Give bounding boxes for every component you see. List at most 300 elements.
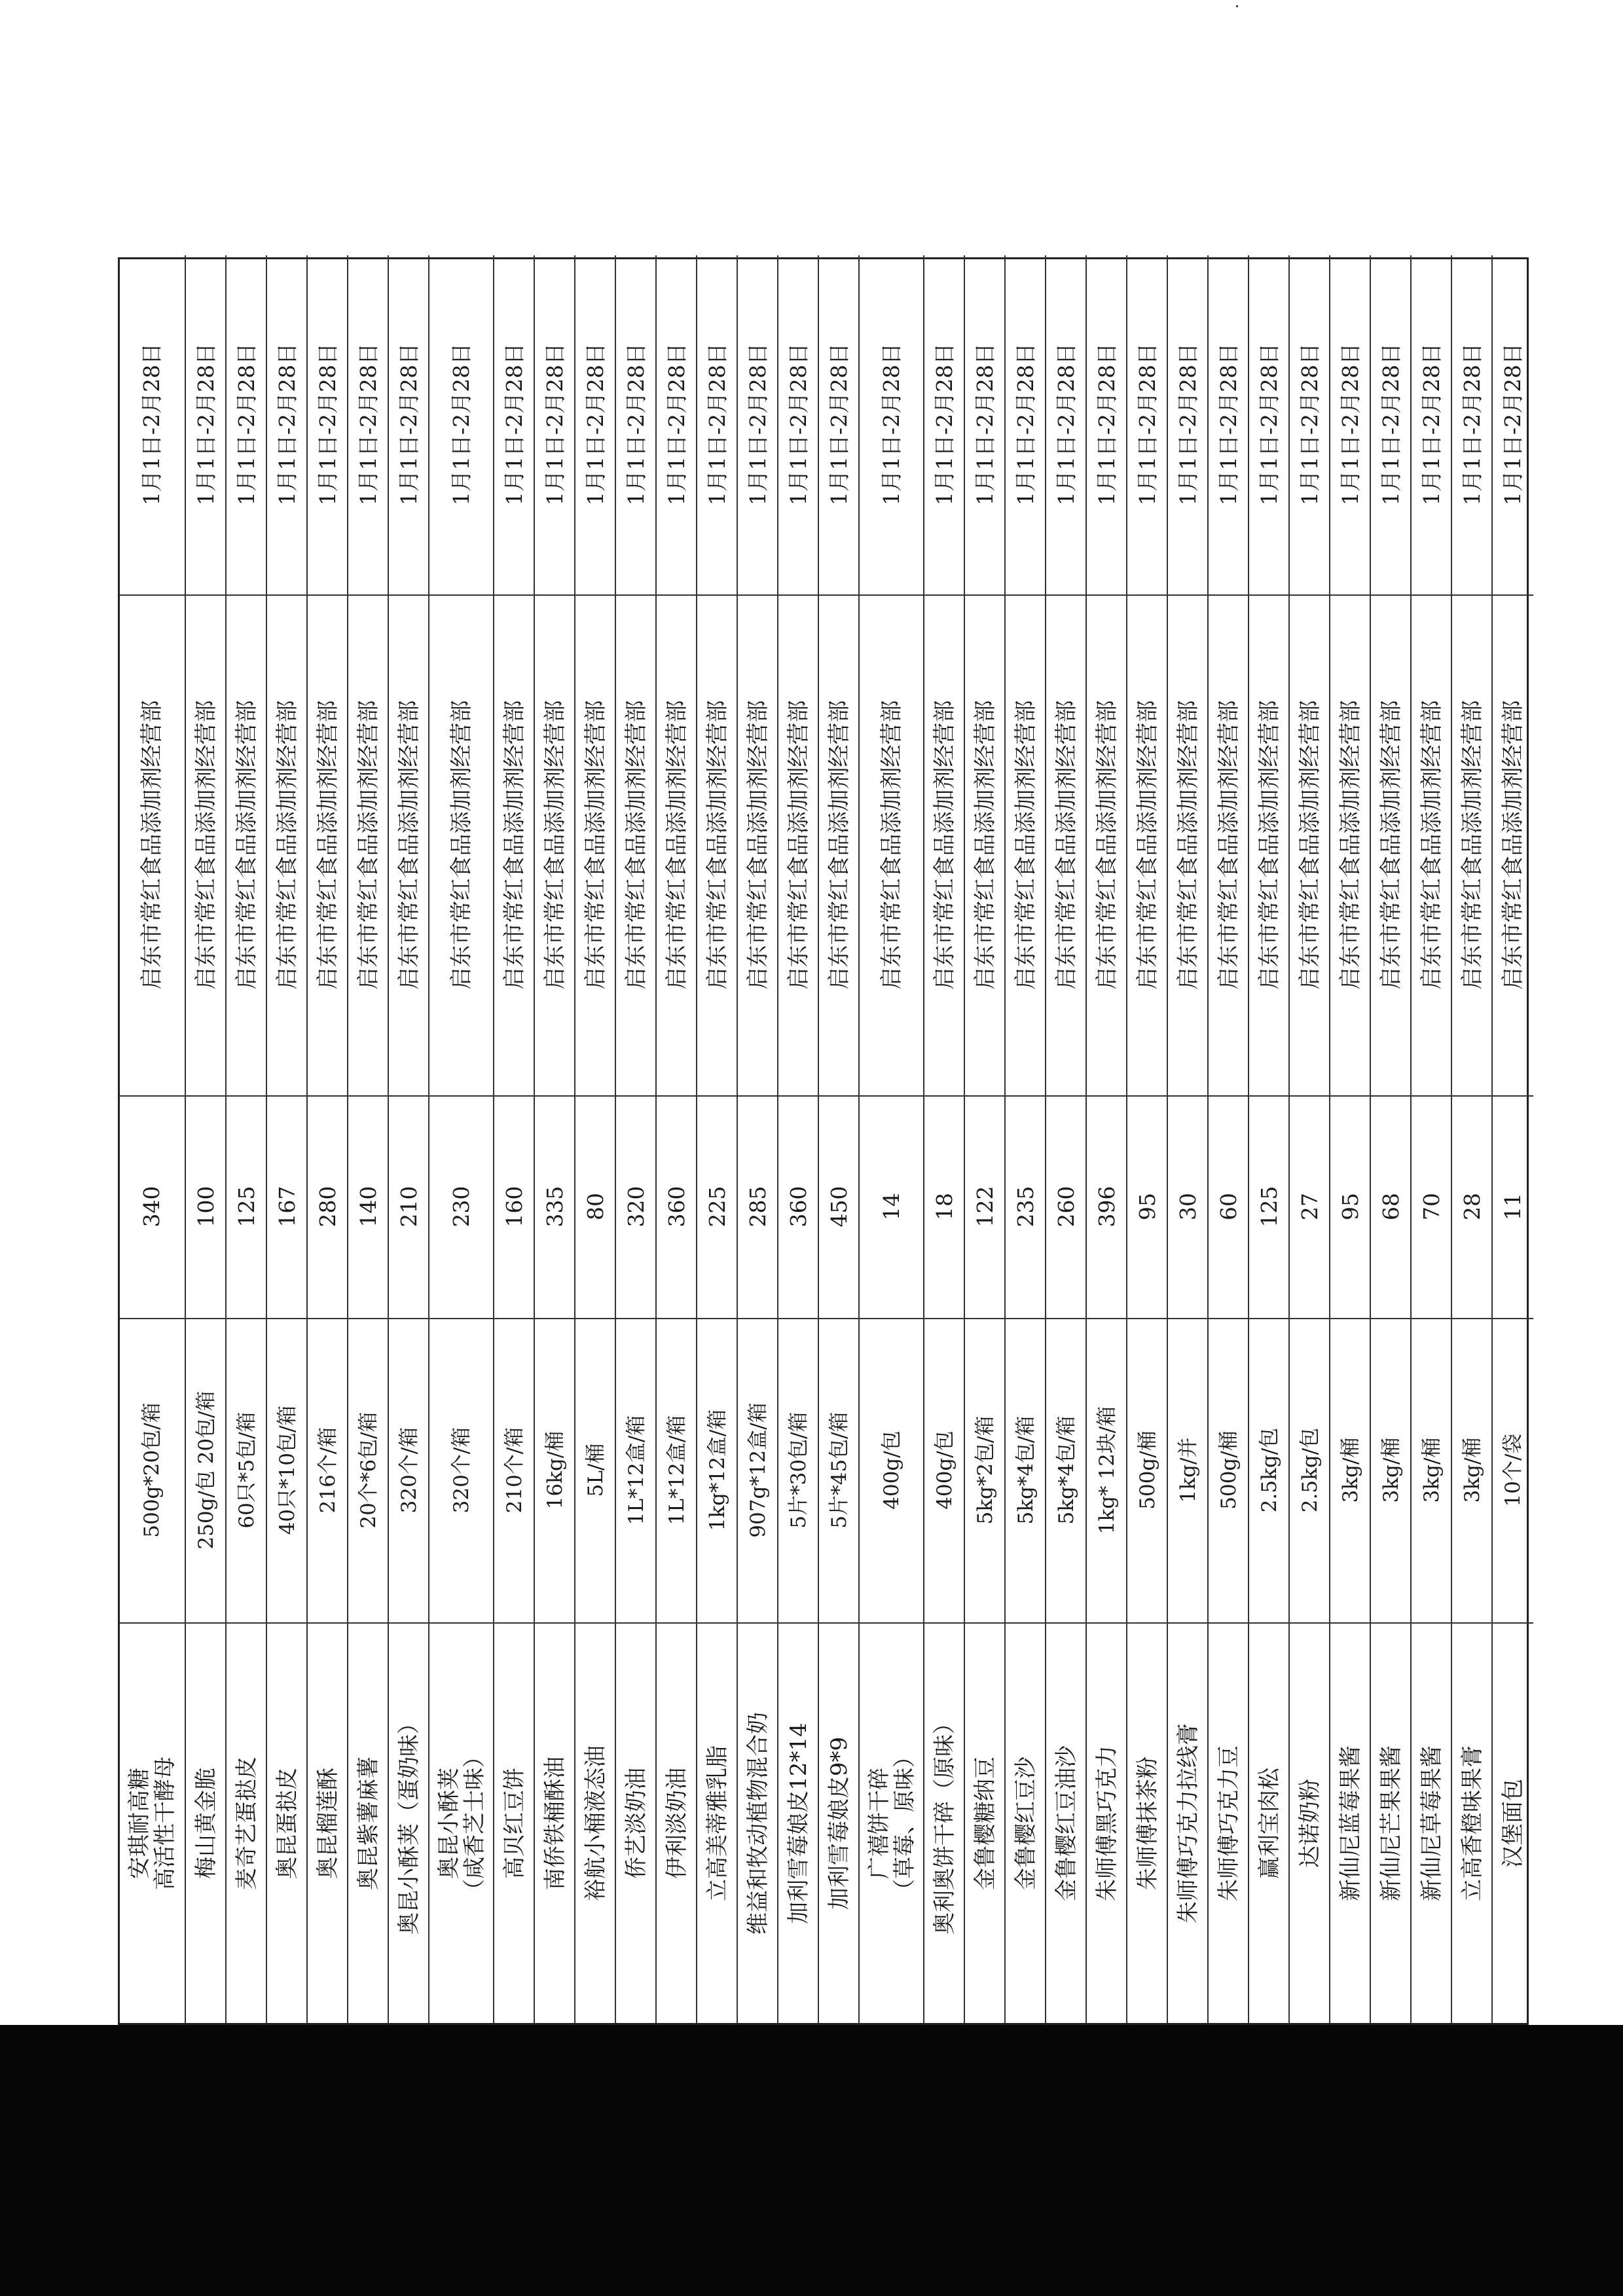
quantity: 230 <box>448 1186 475 1228</box>
quantity-cell <box>657 1095 697 1319</box>
supply-period-cell <box>267 254 308 596</box>
product-spec-cell <box>429 1318 494 1624</box>
product-name: 南侨铁桶酥油 <box>541 1757 568 1890</box>
product-name-cell <box>1412 1624 1452 2023</box>
table-row <box>225 255 267 2023</box>
supply-period-cell <box>494 254 535 596</box>
supplier-name-cell <box>1412 594 1452 1097</box>
table-row <box>1045 255 1087 2023</box>
quantity: 125 <box>1256 1186 1282 1228</box>
supply-period: 1月1日-2月28日 <box>1337 342 1363 506</box>
product-name-cell <box>1452 1624 1493 2023</box>
product-name: 广禧饼干碎 （草莓、原味） <box>866 1745 918 1901</box>
supply-period: 1月1日-2月28日 <box>879 342 905 506</box>
product-spec: 3kg/桶 <box>1379 1437 1403 1503</box>
supplier-name-cell <box>1209 594 1249 1097</box>
quantity-cell <box>494 1095 535 1319</box>
table-row <box>120 255 185 2023</box>
product-name: 侨艺淡奶油 <box>623 1768 649 1879</box>
quantity-cell <box>1087 1095 1127 1319</box>
table-row <box>737 255 778 2023</box>
scan-black-margin <box>0 2025 1623 2296</box>
product-name: 维益和牧动植物混合奶 <box>744 1712 771 1935</box>
supply-period-cell <box>1209 254 1249 596</box>
supplier-name: 启东市常红食品添加剂经营部 <box>744 700 771 990</box>
supplier-name-cell <box>1493 594 1533 1097</box>
product-spec: 1kg/并 <box>1176 1437 1200 1503</box>
supply-period-cell <box>535 254 575 596</box>
quantity-cell <box>1209 1095 1249 1319</box>
quantity-cell <box>1127 1095 1168 1319</box>
supplier-name-cell <box>1006 594 1046 1097</box>
supplier-name: 启东市常红食品添加剂经营部 <box>1175 700 1201 990</box>
supplier-name: 启东市常红食品添加剂经营部 <box>931 700 958 990</box>
product-spec: 20个*6包/箱 <box>356 1412 380 1529</box>
supply-period: 1月1日-2月28日 <box>314 342 340 506</box>
supply-period: 1月1日-2月28日 <box>192 342 219 506</box>
quantity-cell <box>1452 1095 1493 1319</box>
product-name: 新仙尼草莓果酱 <box>1418 1745 1445 1901</box>
product-spec-cell <box>348 1318 389 1624</box>
product-spec-cell <box>657 1318 697 1624</box>
supply-period: 1月1日-2月28日 <box>139 342 165 506</box>
product-spec-cell <box>819 1318 860 1624</box>
table-row <box>858 255 924 2023</box>
product-name-cell <box>348 1624 389 2023</box>
product-name: 安琪耐高糖 高活性干酵母 <box>126 1757 178 1890</box>
quantity: 280 <box>314 1186 340 1228</box>
procurement-table <box>118 257 1529 2025</box>
supplier-name: 启东市常红食品添加剂经营部 <box>1012 700 1039 990</box>
scan-speck <box>1236 5 1238 7</box>
supply-period-cell <box>1006 254 1046 596</box>
product-name: 朱师傅巧克力豆 <box>1215 1745 1242 1901</box>
supplier-name-cell <box>494 594 535 1097</box>
supply-period-cell <box>1127 254 1168 596</box>
product-name: 加利雪莓娘皮12*14 <box>785 1722 812 1924</box>
product-name-cell <box>616 1624 657 2023</box>
product-spec: 5片*30包/箱 <box>786 1412 811 1529</box>
product-spec: 400g/包 <box>932 1430 957 1510</box>
product-name: 金鲁樱糖纳豆 <box>972 1757 998 1890</box>
supply-period-cell <box>308 254 348 596</box>
product-name-cell <box>535 1624 575 2023</box>
supplier-name: 启东市常红食品添加剂经营部 <box>785 700 812 990</box>
supply-period-cell <box>860 254 924 596</box>
supply-period: 1月1日-2月28日 <box>1499 342 1525 506</box>
supply-period: 1月1日-2月28日 <box>1093 342 1120 506</box>
table-row <box>266 255 308 2023</box>
quantity-cell <box>1412 1095 1452 1319</box>
table-row <box>1491 255 1533 2023</box>
product-spec-cell <box>308 1318 348 1624</box>
product-spec-cell <box>494 1318 535 1624</box>
quantity: 18 <box>931 1193 957 1220</box>
rotated-table-wrapper <box>118 257 1529 2025</box>
table-row <box>306 255 348 2023</box>
supplier-name: 启东市常红食品添加剂经营部 <box>233 700 260 990</box>
supply-period: 1月1日-2月28日 <box>355 342 381 506</box>
supplier-name: 启东市常红食品添加剂经营部 <box>1377 700 1404 990</box>
product-name-cell <box>1006 1624 1046 2023</box>
table-row <box>1126 255 1168 2023</box>
product-name-cell <box>738 1624 778 2023</box>
quantity: 335 <box>541 1186 568 1228</box>
quantity: 260 <box>1053 1186 1079 1228</box>
supplier-name-cell <box>1046 594 1087 1097</box>
supplier-name-cell <box>819 594 860 1097</box>
quantity-cell <box>1006 1095 1046 1319</box>
supply-period-cell <box>1493 254 1533 596</box>
product-name: 加利雪莓娘皮9*9 <box>826 1736 852 1910</box>
supply-period-cell <box>657 254 697 596</box>
product-spec: 60只*5包/箱 <box>234 1412 259 1529</box>
product-name-cell <box>860 1624 924 2023</box>
table-row <box>777 255 819 2023</box>
supplier-name-cell <box>965 594 1006 1097</box>
table-row <box>185 255 227 2023</box>
supply-period-cell <box>1330 254 1371 596</box>
product-spec-cell <box>1452 1318 1493 1624</box>
table-row <box>1410 255 1452 2023</box>
supply-period: 1月1日-2月28日 <box>1377 342 1404 506</box>
quantity: 14 <box>879 1193 905 1220</box>
supplier-name: 启东市常红食品添加剂经营部 <box>541 700 568 990</box>
product-name: 奥昆蛋挞皮 <box>274 1768 301 1879</box>
product-name-cell <box>120 1624 185 2023</box>
supply-period-cell <box>616 254 657 596</box>
product-name-cell <box>1249 1624 1290 2023</box>
supplier-name-cell <box>860 594 924 1097</box>
table-row <box>1248 255 1290 2023</box>
product-name-cell <box>778 1624 819 2023</box>
product-spec-cell <box>697 1318 738 1624</box>
quantity: 360 <box>785 1186 811 1228</box>
product-spec: 1L*12盒/箱 <box>624 1415 648 1525</box>
product-name-cell <box>494 1624 535 2023</box>
supplier-name-cell <box>1249 594 1290 1097</box>
quantity: 235 <box>1012 1186 1038 1228</box>
supply-period-cell <box>1087 254 1127 596</box>
supply-period-cell <box>965 254 1006 596</box>
product-spec: 5L/桶 <box>583 1443 608 1497</box>
table-row <box>1451 255 1493 2023</box>
product-spec-cell <box>778 1318 819 1624</box>
product-name: 金鲁樱红豆油沙 <box>1053 1745 1080 1901</box>
product-spec: 1kg* 12块/箱 <box>1095 1406 1119 1535</box>
supply-period-cell <box>1046 254 1087 596</box>
supply-period-cell <box>924 254 965 596</box>
supplier-name: 启东市常红食品添加剂经营部 <box>395 700 422 990</box>
product-spec: 5kg*4包/箱 <box>1013 1415 1038 1525</box>
supplier-name-cell <box>697 594 738 1097</box>
quantity: 60 <box>1215 1193 1241 1220</box>
table-row <box>1004 255 1046 2023</box>
product-spec-cell <box>616 1318 657 1624</box>
product-name-cell <box>819 1624 860 2023</box>
product-spec-cell <box>575 1318 616 1624</box>
quantity: 30 <box>1175 1193 1201 1220</box>
quantity-cell <box>924 1095 965 1319</box>
supplier-name: 启东市常红食品添加剂经营部 <box>192 700 219 990</box>
product-spec-cell <box>267 1318 308 1624</box>
supplier-name: 启东市常红食品添加剂经营部 <box>139 700 166 990</box>
product-name: 奥昆小酥荚（蛋奶味） <box>395 1712 422 1935</box>
supplier-name-cell <box>924 594 965 1097</box>
product-name-cell <box>657 1624 697 2023</box>
quantity: 320 <box>623 1186 649 1228</box>
product-spec-cell <box>1168 1318 1209 1624</box>
quantity-cell <box>738 1095 778 1319</box>
supply-period: 1月1日-2月28日 <box>663 342 689 506</box>
product-spec: 5片*45包/箱 <box>827 1412 851 1529</box>
table-row <box>534 255 575 2023</box>
supplier-name-cell <box>738 594 778 1097</box>
quantity-cell <box>186 1095 227 1319</box>
quantity-cell <box>860 1095 924 1319</box>
product-spec: 2.5kg/包 <box>1257 1427 1281 1513</box>
quantity-cell <box>308 1095 348 1319</box>
product-name-cell <box>429 1624 494 2023</box>
table-row <box>655 255 697 2023</box>
supplier-name-cell <box>1330 594 1371 1097</box>
quantity-cell <box>697 1095 738 1319</box>
product-name: 梅山黄金脆 <box>192 1768 219 1879</box>
supplier-name-cell <box>186 594 227 1097</box>
product-spec-cell <box>860 1318 924 1624</box>
product-name-cell <box>1087 1624 1127 2023</box>
quantity-cell <box>1168 1095 1209 1319</box>
product-spec: 1kg*12盒/箱 <box>705 1409 729 1531</box>
supplier-name-cell <box>1127 594 1168 1097</box>
supply-period-cell <box>819 254 860 596</box>
product-spec-cell <box>1290 1318 1330 1624</box>
supplier-name: 启东市常红食品添加剂经营部 <box>663 700 690 990</box>
product-spec: 250g/包 20包/箱 <box>194 1391 218 1550</box>
product-name: 奥利奥饼干碎（原味） <box>931 1712 958 1935</box>
quantity-cell <box>227 1095 267 1319</box>
product-spec-cell <box>738 1318 778 1624</box>
product-spec-cell <box>1412 1318 1452 1624</box>
supply-period: 1月1日-2月28日 <box>1012 342 1038 506</box>
supply-period: 1月1日-2月28日 <box>704 342 730 506</box>
supplier-name: 启东市常红食品添加剂经营部 <box>274 700 301 990</box>
product-name: 裕航小桶液态油 <box>582 1745 609 1901</box>
table-row <box>923 255 965 2023</box>
supply-period: 1月1日-2月28日 <box>1215 342 1241 506</box>
quantity-cell <box>965 1095 1006 1319</box>
product-name: 高贝红豆饼 <box>501 1768 528 1879</box>
product-name: 奥昆榴莲酥 <box>314 1768 341 1879</box>
supplier-name: 启东市常红食品添加剂经营部 <box>1256 700 1283 990</box>
product-name: 伊利淡奶油 <box>663 1768 690 1879</box>
product-spec: 500g/桶 <box>1135 1430 1159 1510</box>
quantity-cell <box>1290 1095 1330 1319</box>
table-row <box>1207 255 1249 2023</box>
supplier-name-cell <box>429 594 494 1097</box>
supplier-name: 启东市常红食品添加剂经营部 <box>1053 700 1080 990</box>
supplier-name: 启东市常红食品添加剂经营部 <box>704 700 731 990</box>
supplier-name-cell <box>778 594 819 1097</box>
product-name: 立高香橙味果膏 <box>1459 1745 1486 1901</box>
table-row <box>347 255 389 2023</box>
product-name-cell <box>1371 1624 1412 2023</box>
quantity-cell <box>1249 1095 1290 1319</box>
supply-period: 1月1日-2月28日 <box>1256 342 1282 506</box>
quantity-cell <box>616 1095 657 1319</box>
supply-period: 1月1日-2月28日 <box>623 342 649 506</box>
supplier-name: 启东市常红食品添加剂经营部 <box>1134 700 1161 990</box>
supply-period: 1月1日-2月28日 <box>582 342 608 506</box>
quantity: 95 <box>1134 1193 1160 1220</box>
table-row <box>428 255 494 2023</box>
supplier-name: 启东市常红食品添加剂经营部 <box>501 700 528 990</box>
supply-period-cell <box>389 254 429 596</box>
product-name-cell <box>697 1624 738 2023</box>
supplier-name: 启东市常红食品添加剂经营部 <box>448 700 475 990</box>
quantity-cell <box>429 1095 494 1319</box>
product-name: 朱师傅巧克力拉线膏 <box>1175 1723 1201 1923</box>
supplier-name: 启东市常红食品添加剂经营部 <box>972 700 998 990</box>
supplier-name: 启东市常红食品添加剂经营部 <box>582 700 609 990</box>
product-spec: 5kg*2包/箱 <box>973 1415 997 1525</box>
product-name-cell <box>1493 1624 1533 2023</box>
quantity: 95 <box>1337 1193 1363 1220</box>
table-row <box>1370 255 1412 2023</box>
product-name: 麦奇艺蛋挞皮 <box>233 1757 260 1890</box>
table-row <box>388 255 429 2023</box>
product-name: 朱师傅抹茶粉 <box>1134 1757 1161 1890</box>
product-spec-cell <box>227 1318 267 1624</box>
quantity: 285 <box>744 1186 771 1228</box>
product-spec: 320个/箱 <box>397 1427 421 1514</box>
supply-period-cell <box>1168 254 1209 596</box>
supplier-name: 启东市常红食品添加剂经营部 <box>826 700 852 990</box>
quantity: 122 <box>972 1186 998 1228</box>
supply-period-cell <box>778 254 819 596</box>
supply-period-cell <box>1412 254 1452 596</box>
product-name-cell <box>1127 1624 1168 2023</box>
product-spec-cell <box>535 1318 575 1624</box>
product-spec: 2.5kg/包 <box>1298 1427 1322 1513</box>
product-spec-cell <box>1046 1318 1087 1624</box>
supply-period: 1月1日-2月28日 <box>274 342 300 506</box>
quantity: 225 <box>704 1186 730 1228</box>
supplier-name-cell <box>1087 594 1127 1097</box>
product-spec: 3kg/桶 <box>1460 1437 1484 1503</box>
product-spec: 500g*20包/箱 <box>140 1402 164 1538</box>
product-spec: 907g*12盒/箱 <box>746 1402 770 1538</box>
product-spec: 216个/箱 <box>316 1427 340 1514</box>
table-row <box>696 255 738 2023</box>
supply-period-cell <box>1290 254 1330 596</box>
supply-period: 1月1日-2月28日 <box>972 342 998 506</box>
quantity: 11 <box>1499 1193 1525 1220</box>
supply-period: 1月1日-2月28日 <box>1134 342 1160 506</box>
supply-period-cell <box>697 254 738 596</box>
quantity: 340 <box>139 1186 165 1228</box>
product-spec: 16kg/桶 <box>543 1430 567 1510</box>
quantity-cell <box>348 1095 389 1319</box>
product-name-cell <box>1330 1624 1371 2023</box>
quantity: 360 <box>663 1186 689 1228</box>
product-name-cell <box>1209 1624 1249 2023</box>
product-name-cell <box>1168 1624 1209 2023</box>
quantity-cell <box>819 1095 860 1319</box>
product-name-cell <box>965 1624 1006 2023</box>
supplier-name: 启东市常红食品添加剂经营部 <box>623 700 649 990</box>
product-spec-cell <box>389 1318 429 1624</box>
quantity: 27 <box>1296 1193 1322 1220</box>
supply-period: 1月1日-2月28日 <box>233 342 259 506</box>
quantity: 160 <box>501 1186 527 1228</box>
product-spec: 320个/箱 <box>450 1427 474 1514</box>
supplier-name-cell <box>308 594 348 1097</box>
quantity: 167 <box>274 1186 300 1228</box>
product-spec-cell <box>1330 1318 1371 1624</box>
supplier-name: 启东市常红食品添加剂经营部 <box>1296 700 1323 990</box>
quantity-cell <box>389 1095 429 1319</box>
supplier-name-cell <box>267 594 308 1097</box>
quantity-cell <box>575 1095 616 1319</box>
supply-period-cell <box>429 254 494 596</box>
supply-period: 1月1日-2月28日 <box>448 342 475 506</box>
table-row <box>574 255 616 2023</box>
product-spec-cell <box>120 1318 185 1624</box>
supply-period: 1月1日-2月28日 <box>785 342 811 506</box>
supplier-name: 启东市常红食品添加剂经营部 <box>1499 700 1526 990</box>
supply-period: 1月1日-2月28日 <box>501 342 527 506</box>
supply-period-cell <box>1371 254 1412 596</box>
supply-period-cell <box>186 254 227 596</box>
quantity: 210 <box>395 1186 422 1228</box>
supplier-name: 启东市常红食品添加剂经营部 <box>355 700 382 990</box>
quantity-cell <box>1330 1095 1371 1319</box>
supplier-name: 启东市常红食品添加剂经营部 <box>1093 700 1120 990</box>
product-name-cell <box>186 1624 227 2023</box>
supplier-name-cell <box>389 594 429 1097</box>
supply-period: 1月1日-2月28日 <box>395 342 422 506</box>
table-row <box>818 255 860 2023</box>
supply-period: 1月1日-2月28日 <box>1053 342 1079 506</box>
supply-period: 1月1日-2月28日 <box>1418 342 1444 506</box>
product-spec: 500g/桶 <box>1216 1430 1241 1510</box>
quantity: 28 <box>1459 1193 1485 1220</box>
product-name: 金鲁樱红豆沙 <box>1012 1757 1039 1890</box>
product-name: 赢利宝肉松 <box>1256 1768 1283 1879</box>
supplier-name-cell <box>535 594 575 1097</box>
quantity: 140 <box>355 1186 381 1228</box>
product-spec-cell <box>1249 1318 1290 1624</box>
product-spec: 1L*12盒/箱 <box>665 1415 689 1525</box>
supplier-name: 启东市常红食品添加剂经营部 <box>879 700 905 990</box>
quantity-cell <box>267 1095 308 1319</box>
table-row <box>1167 255 1209 2023</box>
product-spec-cell <box>186 1318 227 1624</box>
product-name-cell <box>1290 1624 1330 2023</box>
product-spec: 210个/箱 <box>502 1427 526 1514</box>
supply-period: 1月1日-2月28日 <box>826 342 852 506</box>
quantity-cell <box>1046 1095 1087 1319</box>
product-name: 达诺奶粉 <box>1296 1779 1323 1868</box>
supply-period-cell <box>348 254 389 596</box>
quantity-cell <box>1493 1095 1533 1319</box>
supply-period-cell <box>1452 254 1493 596</box>
product-spec: 40只*10包/箱 <box>275 1405 299 1535</box>
table-row <box>615 255 657 2023</box>
product-spec: 3kg/桶 <box>1338 1437 1362 1503</box>
table-row <box>1329 255 1371 2023</box>
